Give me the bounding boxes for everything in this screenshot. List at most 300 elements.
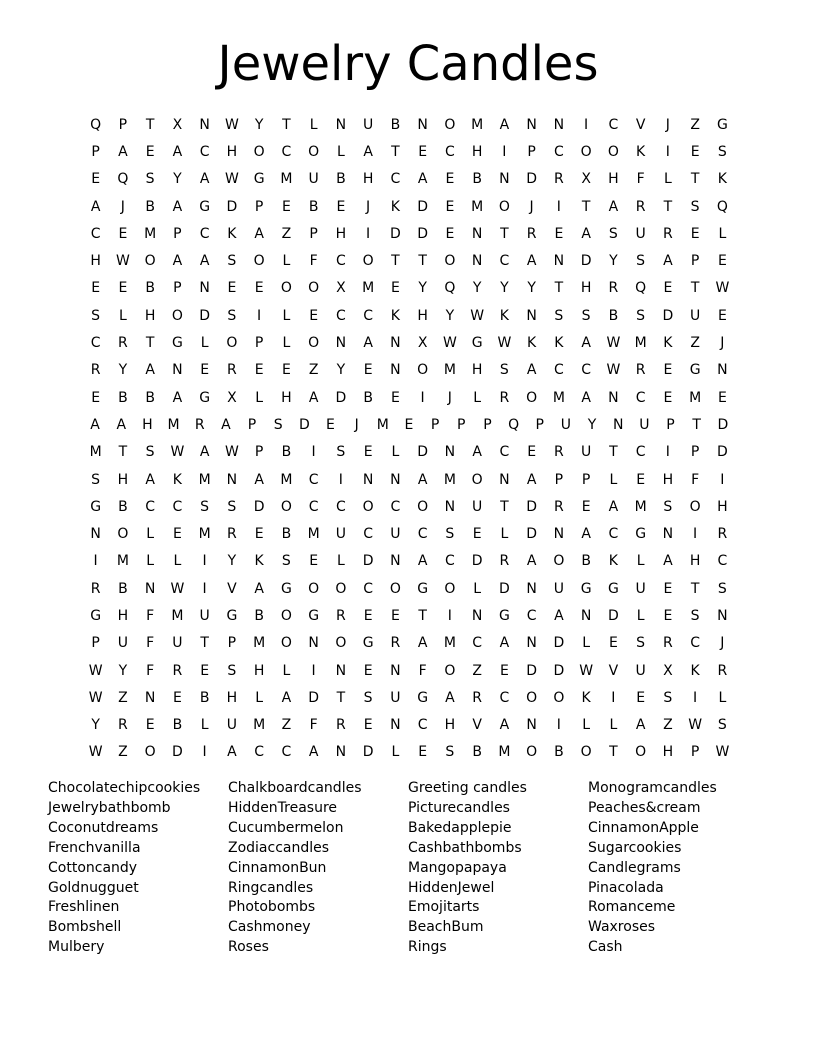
grid-letter: E <box>636 471 646 488</box>
word-list-item: Chocolatechipcookies <box>48 780 201 796</box>
grid-letter: P <box>91 143 100 160</box>
grid-letter: N <box>717 607 728 624</box>
word-list-item: Rings <box>408 939 447 956</box>
grid-letter: G <box>580 580 592 597</box>
grid-letter: E <box>91 171 101 188</box>
grid-letter: G <box>498 607 510 624</box>
grid-letter: A <box>526 471 537 488</box>
grid-letter: E <box>200 662 210 679</box>
grid-letter: N <box>390 335 401 352</box>
grid-letter: E <box>309 553 319 570</box>
grid-letter: I <box>693 526 698 543</box>
grid-letter: H <box>662 471 674 488</box>
grid-row <box>82 357 736 384</box>
grid-letter: L <box>609 717 618 734</box>
grid-letter: A <box>254 471 264 488</box>
grid-letter: A <box>308 744 319 761</box>
grid-letter: B <box>118 580 128 597</box>
grid-letter: P <box>483 416 492 433</box>
grid-letter: A <box>526 553 537 570</box>
grid-letter: C <box>717 553 728 570</box>
grid-letter: N <box>390 553 401 570</box>
grid-letter: J <box>720 635 725 652</box>
grid-letter: P <box>173 280 182 297</box>
word-list-item: Bombshell <box>48 919 122 936</box>
grid-letter: J <box>720 335 725 352</box>
grid-row <box>82 602 736 629</box>
grid-letter: P <box>535 416 544 433</box>
grid-letter: M <box>362 280 375 297</box>
grid-letter: O <box>308 580 320 597</box>
grid-letter: G <box>199 389 211 406</box>
word-list-item: BeachBum <box>408 919 484 936</box>
grid-letter: B <box>390 116 401 133</box>
grid-row <box>82 657 736 684</box>
grid-letter: R <box>472 689 482 706</box>
grid-letter: H <box>717 498 728 515</box>
grid-letter: S <box>581 307 591 324</box>
grid-letter: R <box>172 662 183 679</box>
grid-letter: L <box>282 253 291 270</box>
grid-letter: Z <box>281 225 292 242</box>
grid-letter: R <box>90 362 101 379</box>
grid-letter: M <box>376 416 389 433</box>
grid-letter: L <box>500 526 509 543</box>
grid-letter: K <box>636 143 646 160</box>
grid-letter: Q <box>90 116 102 133</box>
grid-letter: A <box>145 471 155 488</box>
grid-letter: O <box>308 143 320 160</box>
grid-letter: T <box>145 335 155 352</box>
word-list <box>48 779 768 958</box>
grid-letter: T <box>391 253 400 270</box>
grid-letter: D <box>716 444 728 461</box>
grid-letter: A <box>308 389 319 406</box>
grid-letter: W <box>715 744 730 761</box>
grid-letter: C <box>199 225 210 242</box>
word-list-item: HiddenJewel <box>408 879 495 896</box>
grid-letter: G <box>471 335 483 352</box>
grid-letter: A <box>417 635 428 652</box>
grid-letter: C <box>281 744 292 761</box>
grid-letter: C <box>281 143 292 160</box>
grid-letter: R <box>717 526 728 543</box>
grid-letter: B <box>472 744 482 761</box>
grid-letter: O <box>444 253 456 270</box>
grid-letter: M <box>471 116 484 133</box>
word-list-item: CinnamonBun <box>228 859 327 876</box>
grid-letter: X <box>227 389 237 406</box>
grid-letter: H <box>689 553 701 570</box>
grid-letter: N <box>226 471 238 488</box>
grid-letter: U <box>635 662 646 679</box>
grid-letter: G <box>417 689 429 706</box>
grid-letter: E <box>472 526 482 543</box>
grid-letter: P <box>581 471 591 488</box>
grid-letter: E <box>663 607 673 624</box>
grid-letter: P <box>254 444 264 461</box>
grid-letter: W <box>170 444 185 461</box>
grid-letter: O <box>417 362 429 379</box>
grid-letter: I <box>665 143 670 160</box>
grid-letter: U <box>639 416 650 433</box>
grid-letter: D <box>417 225 429 242</box>
grid-letter: L <box>609 471 618 488</box>
grid-letter: P <box>173 225 182 242</box>
grid-letter: P <box>690 744 700 761</box>
grid-letter: N <box>390 362 401 379</box>
grid-letter: F <box>146 607 155 624</box>
grid-letter: S <box>717 143 727 160</box>
grid-letter: Y <box>336 362 346 379</box>
grid-letter: T <box>663 198 673 215</box>
grid-letter: C <box>472 635 483 652</box>
grid-letter: F <box>309 717 318 734</box>
word-list-item: Mangopapaya <box>408 859 507 876</box>
grid-letter: O <box>117 526 129 543</box>
grid-letter: E <box>172 526 182 543</box>
grid-letter: N <box>608 389 619 406</box>
grid-letter: S <box>663 498 673 515</box>
grid-letter: D <box>526 526 538 543</box>
grid-letter: U <box>635 225 646 242</box>
grid-letter: Z <box>663 717 673 734</box>
grid-letter: P <box>554 471 564 488</box>
grid-letter: R <box>118 717 128 734</box>
grid-letter: E <box>363 362 373 379</box>
grid-letter: N <box>717 362 728 379</box>
grid-row <box>82 411 736 438</box>
grid-letter: E <box>145 143 155 160</box>
grid-letter: I <box>202 553 207 570</box>
grid-letter: Z <box>118 744 128 761</box>
word-list-item: Cash <box>588 939 623 956</box>
grid-letter: S <box>227 307 237 324</box>
grid-letter: P <box>254 198 264 215</box>
grid-letter: H <box>253 662 265 679</box>
grid-letter: O <box>362 253 374 270</box>
grid-letter: O <box>280 635 292 652</box>
grid-letter: K <box>608 553 618 570</box>
grid-letter: E <box>91 280 101 297</box>
grid-letter: B <box>118 389 128 406</box>
grid-letter: A <box>254 225 264 242</box>
grid-letter: D <box>199 307 211 324</box>
grid-letter: L <box>282 662 291 679</box>
grid-letter: B <box>336 171 346 188</box>
grid-letter: O <box>580 744 592 761</box>
word-list-item: Waxroses <box>588 919 656 936</box>
word-list-item: Monogramcandles <box>588 780 717 796</box>
grid-row <box>82 166 736 193</box>
grid-letter: G <box>308 607 320 624</box>
grid-letter: E <box>663 280 673 297</box>
grid-letter: B <box>145 280 155 297</box>
grid-letter: A <box>581 225 591 242</box>
grid-letter: S <box>281 553 291 570</box>
grid-letter: A <box>221 416 231 433</box>
grid-letter: R <box>390 635 401 652</box>
grid-letter: P <box>430 416 440 433</box>
grid-letter: M <box>171 607 184 624</box>
grid-letter: I <box>257 307 262 324</box>
grid-letter: D <box>526 662 538 679</box>
grid-letter: A <box>199 444 210 461</box>
grid-letter: R <box>227 362 237 379</box>
grid-letter: K <box>254 553 264 570</box>
grid-letter: A <box>116 416 127 433</box>
grid-letter: D <box>253 498 265 515</box>
grid-letter: E <box>717 253 727 270</box>
grid-letter: C <box>172 498 183 515</box>
grid-letter: M <box>443 362 456 379</box>
grid-letter: J <box>366 198 371 215</box>
grid-letter: I <box>202 580 207 597</box>
grid-letter: E <box>281 198 291 215</box>
grid-letter: L <box>636 553 645 570</box>
grid-letter: S <box>445 526 455 543</box>
grid-letter: M <box>634 498 647 515</box>
grid-letter: T <box>118 444 128 461</box>
grid-letter: O <box>253 253 265 270</box>
grid-letter: O <box>498 198 510 215</box>
grid-letter: H <box>580 280 592 297</box>
grid-letter: A <box>445 689 455 706</box>
grid-letter: T <box>282 116 291 133</box>
grid-letter: T <box>391 143 400 160</box>
grid-letter: T <box>336 689 346 706</box>
grid-row <box>82 275 736 302</box>
grid-letter: N <box>390 471 401 488</box>
grid-letter: A <box>581 389 591 406</box>
grid-letter: A <box>499 116 510 133</box>
grid-letter: S <box>91 471 101 488</box>
word-list-item: Goldnugguet <box>48 879 139 896</box>
grid-letter: B <box>199 689 210 706</box>
grid-letter: I <box>693 689 698 706</box>
grid-letter: T <box>692 416 701 433</box>
word-list-item: Pinacolada <box>588 879 664 896</box>
grid-row <box>82 466 736 493</box>
word-list-item: Coconutdreams <box>48 819 159 836</box>
grid-letter: A <box>526 253 537 270</box>
grid-letter: G <box>171 335 183 352</box>
grid-letter: E <box>690 225 700 242</box>
grid-letter: C <box>308 498 319 515</box>
grid-letter: L <box>582 635 591 652</box>
grid-letter: Q <box>635 280 647 297</box>
grid-letter: R <box>336 607 346 624</box>
grid-letter: A <box>90 416 100 433</box>
grid-letter: U <box>472 498 483 515</box>
grid-letter: Y <box>227 553 237 570</box>
grid-letter: Y <box>587 416 597 433</box>
grid-letter: P <box>457 416 466 433</box>
word-list-item: Cashmoney <box>228 919 311 936</box>
grid-letter: V <box>635 116 646 133</box>
grid-letter: U <box>560 416 572 433</box>
grid-letter: B <box>554 744 564 761</box>
grid-letter: H <box>90 253 101 270</box>
grid-letter: S <box>227 498 237 515</box>
grid-letter: S <box>717 717 727 734</box>
grid-letter: L <box>255 389 264 406</box>
grid-letter: T <box>200 635 209 652</box>
grid-letter: E <box>309 307 319 324</box>
grid-letter: U <box>690 307 701 324</box>
grid-letter: O <box>171 307 183 324</box>
grid-letter: N <box>526 717 537 734</box>
grid-letter: L <box>146 553 155 570</box>
grid-letter: S <box>336 444 346 461</box>
grid-letter: G <box>90 607 102 624</box>
grid-letter: I <box>502 143 507 160</box>
grid-letter: M <box>167 416 180 433</box>
grid-letter: N <box>90 526 101 543</box>
grid-letter: M <box>89 444 102 461</box>
grid-row <box>82 630 736 657</box>
grid-letter: Q <box>508 416 520 433</box>
grid-letter: A <box>227 744 237 761</box>
grid-letter: N <box>580 607 592 624</box>
grid-letter: N <box>662 526 674 543</box>
grid-letter: E <box>91 389 101 406</box>
grid-letter: A <box>417 471 428 488</box>
grid-letter: A <box>663 253 673 270</box>
grid-letter: A <box>172 253 183 270</box>
grid-letter: G <box>635 526 647 543</box>
grid-letter: B <box>172 717 183 734</box>
grid-letter: G <box>199 198 211 215</box>
grid-letter: Y <box>173 171 182 188</box>
grid-letter: N <box>390 662 401 679</box>
grid-letter: W <box>88 662 103 679</box>
grid-letter: R <box>336 717 346 734</box>
grid-letter: W <box>688 717 703 734</box>
grid-letter: H <box>335 225 347 242</box>
grid-letter: K <box>690 662 700 679</box>
grid-letter: A <box>172 198 183 215</box>
grid-row <box>82 739 736 766</box>
word-list-item: Bakedapplepie <box>408 819 512 836</box>
grid-letter: T <box>609 444 618 461</box>
grid-letter: R <box>635 362 646 379</box>
grid-letter: D <box>526 171 538 188</box>
grid-letter: V <box>608 662 619 679</box>
grid-letter: W <box>224 444 239 461</box>
grid-letter: C <box>335 498 346 515</box>
grid-letter: H <box>281 389 292 406</box>
grid-letter: H <box>444 717 456 734</box>
grid-letter: R <box>499 553 510 570</box>
grid-letter: W <box>442 335 457 352</box>
grid-row <box>82 220 736 247</box>
grid-letter: E <box>418 744 428 761</box>
grid-letter: C <box>553 143 564 160</box>
grid-letter: Q <box>716 198 728 215</box>
grid-letter: S <box>608 225 618 242</box>
grid-letter: C <box>499 689 510 706</box>
grid-letter: U <box>581 444 592 461</box>
grid-letter: M <box>552 389 565 406</box>
grid-letter: K <box>390 198 400 215</box>
word-column <box>48 779 228 958</box>
grid-letter: Y <box>118 662 128 679</box>
grid-letter: E <box>254 526 264 543</box>
grid-letter: T <box>418 253 427 270</box>
grid-letter: C <box>526 607 537 624</box>
grid-letter: C <box>390 498 401 515</box>
grid-letter: T <box>690 580 700 597</box>
grid-letter: X <box>336 280 346 297</box>
grid-letter: Z <box>690 335 700 352</box>
word-list-item: Cashbathbombs <box>408 839 522 856</box>
grid-letter: T <box>145 116 155 133</box>
grid-letter: D <box>526 498 538 515</box>
grid-letter: S <box>690 607 700 624</box>
grid-letter: S <box>227 253 237 270</box>
grid-letter: E <box>336 198 346 215</box>
grid-letter: O <box>335 635 347 652</box>
grid-row <box>82 684 736 711</box>
grid-letter: E <box>172 689 182 706</box>
grid-letter: U <box>390 526 401 543</box>
grid-letter: K <box>717 171 727 188</box>
grid-row <box>82 302 736 329</box>
word-column <box>588 779 768 958</box>
grid-letter: K <box>499 307 509 324</box>
grid-letter: R <box>663 635 673 652</box>
grid-letter: Z <box>118 689 128 706</box>
grid-letter: P <box>118 116 128 133</box>
grid-letter: M <box>307 526 320 543</box>
grid-letter: O <box>417 498 429 515</box>
grid-letter: D <box>362 553 374 570</box>
grid-letter: C <box>444 143 455 160</box>
grid-letter: A <box>254 580 264 597</box>
grid-row <box>82 329 736 356</box>
grid-letter: A <box>172 143 183 160</box>
grid-letter: U <box>308 171 319 188</box>
grid-letter: N <box>612 416 624 433</box>
grid-row <box>82 548 736 575</box>
grid-letter: I <box>447 607 452 624</box>
grid-letter: D <box>553 662 565 679</box>
grid-letter: D <box>308 689 320 706</box>
grid-letter: N <box>526 307 537 324</box>
word-list-item: Cottoncandy <box>48 859 138 876</box>
grid-letter: Q <box>117 171 129 188</box>
word-list-item: Photobombs <box>228 899 316 916</box>
grid-letter: E <box>554 225 564 242</box>
grid-letter: U <box>335 526 346 543</box>
grid-letter: A <box>90 198 101 215</box>
grid-letter: B <box>118 498 128 515</box>
grid-letter: C <box>417 717 428 734</box>
grid-letter: K <box>663 335 673 352</box>
grid-letter: T <box>554 280 564 297</box>
grid-letter: B <box>363 389 373 406</box>
grid-letter: W <box>470 307 485 324</box>
grid-letter: S <box>145 444 155 461</box>
grid-letter: T <box>690 280 700 297</box>
grid-letter: H <box>144 307 156 324</box>
grid-letter: E <box>363 444 373 461</box>
grid-letter: L <box>636 607 645 624</box>
grid-letter: N <box>499 471 510 488</box>
grid-row <box>82 247 736 274</box>
grid-letter: O <box>526 689 538 706</box>
